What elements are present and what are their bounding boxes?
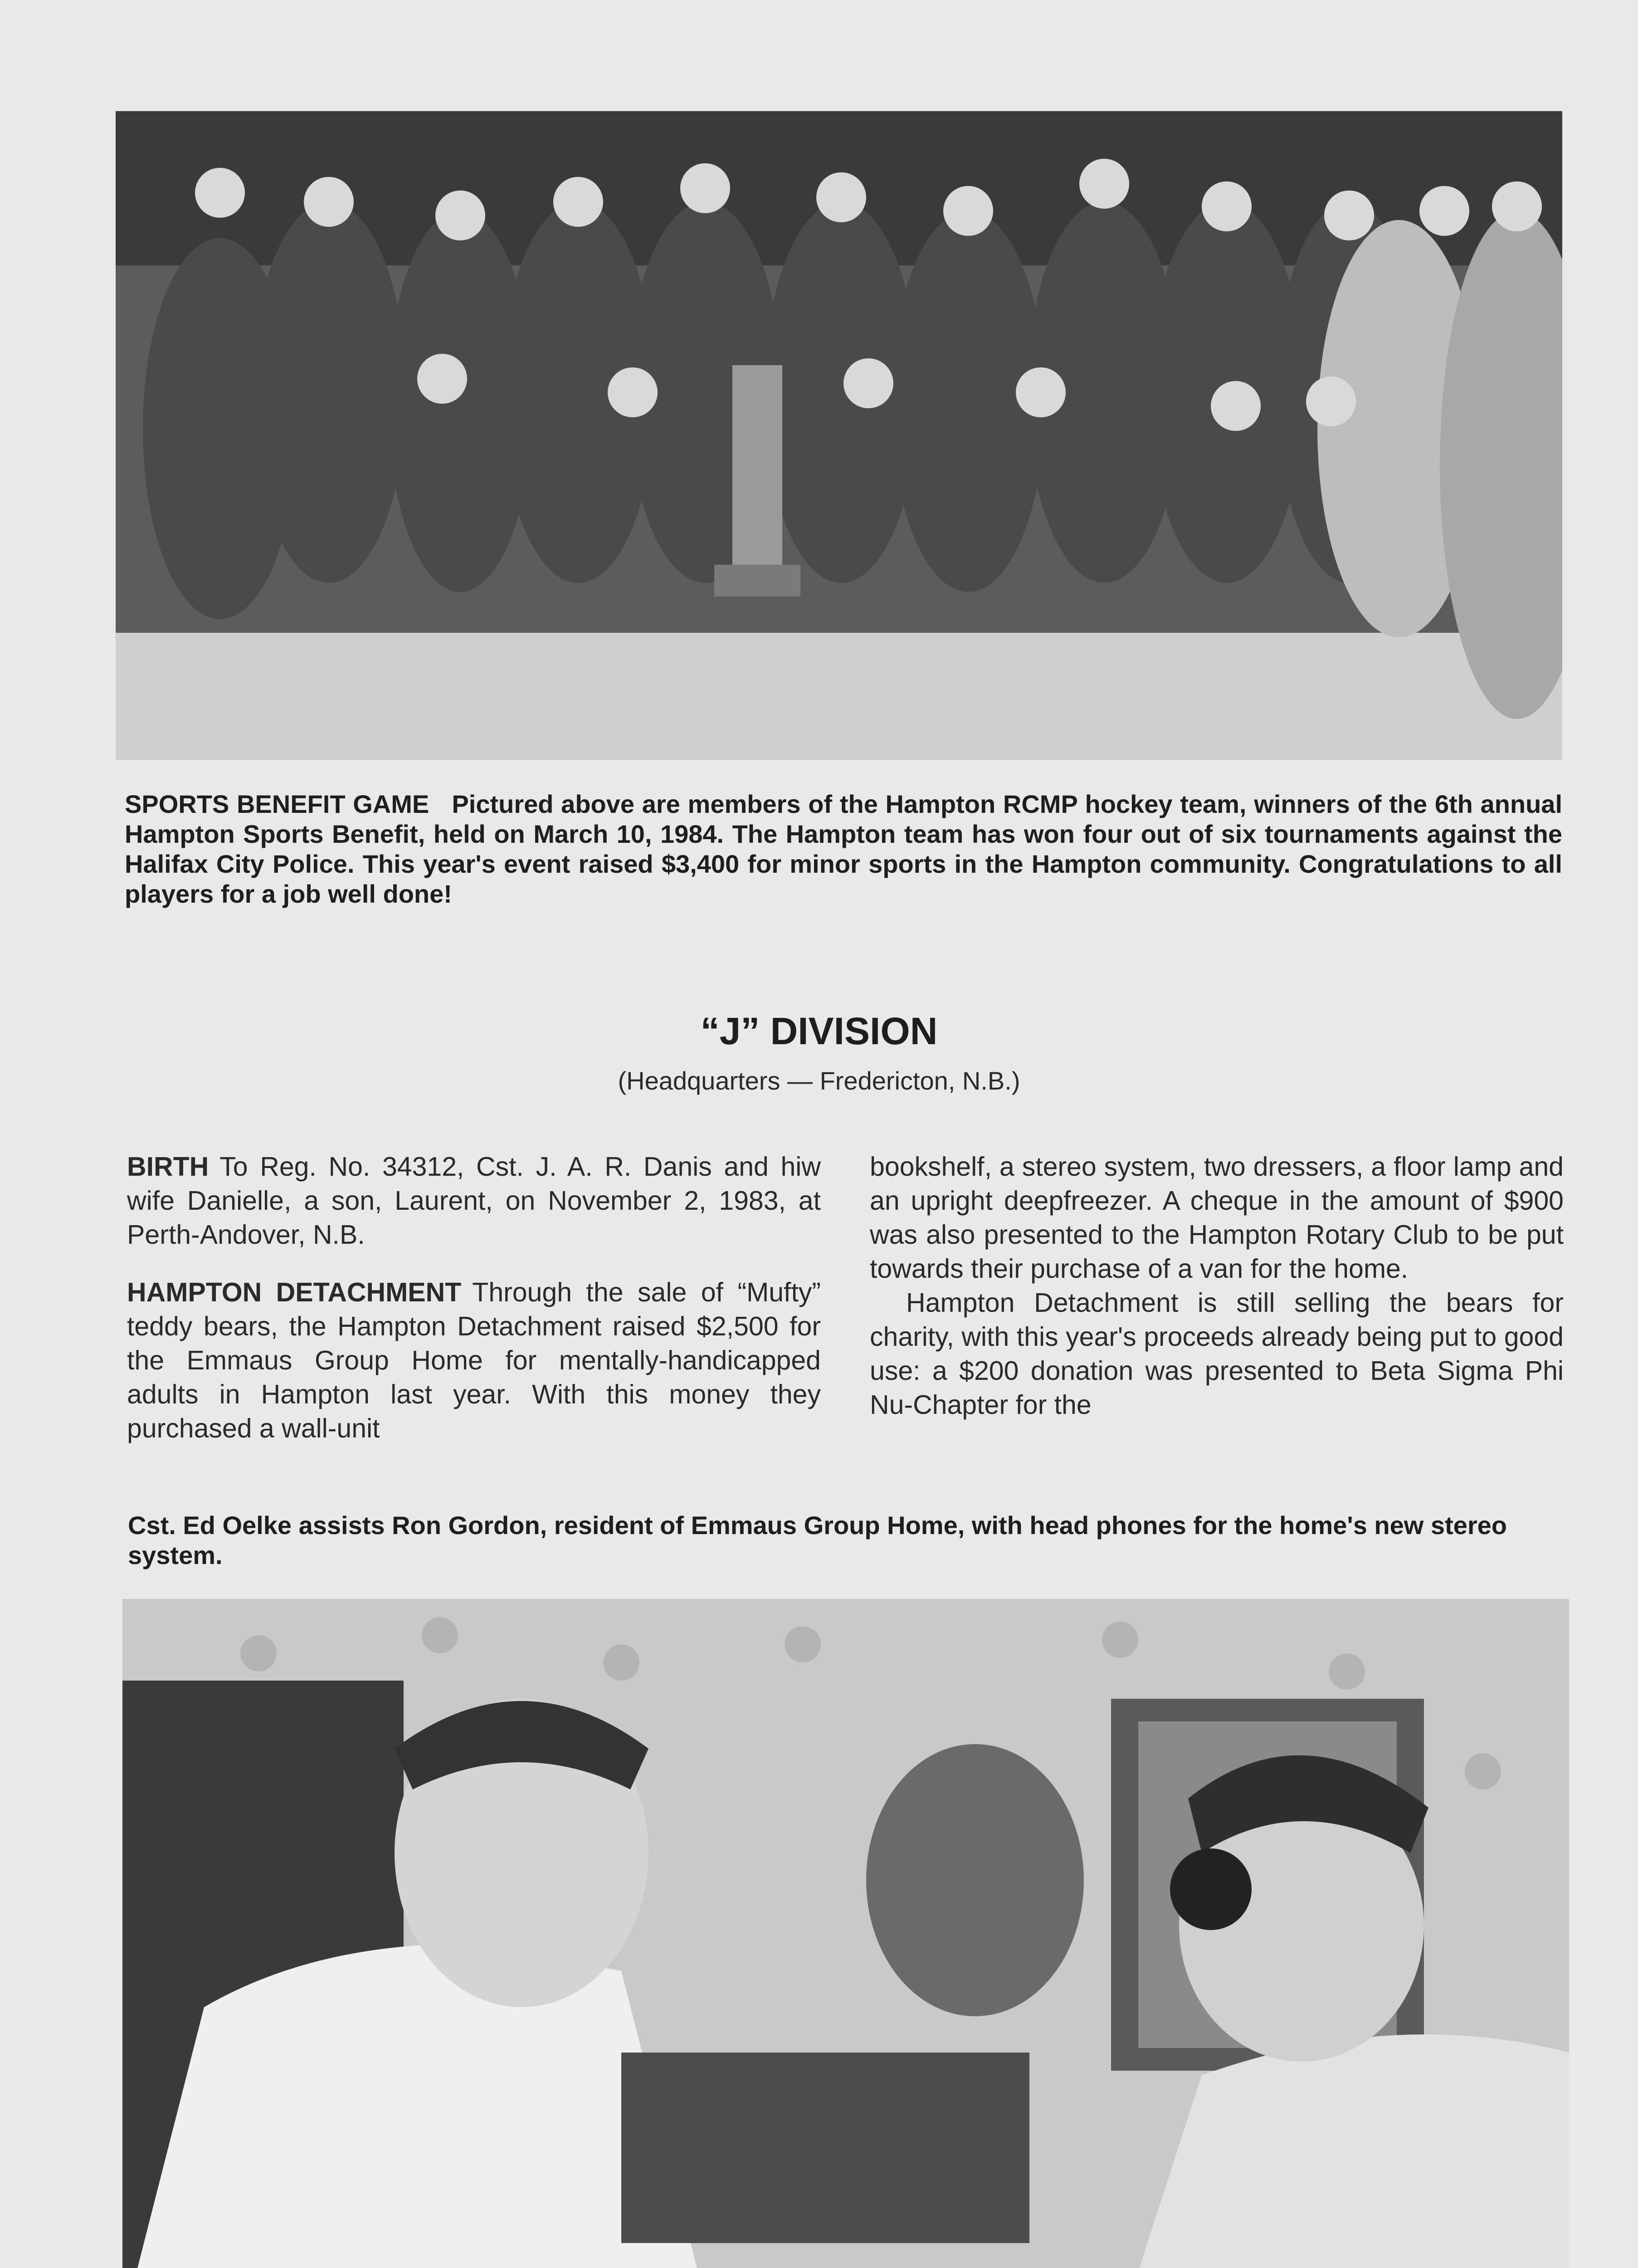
birth-text: To Reg. No. 34312, Cst. J. A. R. Danis and hiw wife Danielle, a son, Laurent, on November 2, 1983, at Perth-Andover, N.B. bbox=[127, 1152, 821, 1250]
left-column bbox=[127, 1150, 821, 1446]
caption-text: Pictured above are members of the Hampton RCMP hockey team, winners of the 6th annual Hampton Sports Benefit, held on March 10, 1984. The Hampton team has won four out of six tournaments against the Halifax City Police. This year's event raised $3,400 for minor sports in the Hampton community. Congratulations to all players for a job well done! bbox=[125, 790, 1563, 908]
birth-heading: BIRTH bbox=[127, 1152, 209, 1182]
hockey-team-photo bbox=[116, 111, 1562, 760]
headphones-photo bbox=[122, 1599, 1569, 2268]
stereo-photo-caption: Cst. Ed Oelke assists Ron Gordon, resident of Emmaus Group Home, with head phones for the home's new stereo system. bbox=[128, 1511, 1507, 1569]
hockey-photo-caption bbox=[125, 789, 1562, 909]
right-paragraph-2: Hampton Detachment is still selling the bears for charity, with this year's proceeds already being put to good use: a $200 donation was presented to Beta Sigma Phi Nu-Chapter for the bbox=[870, 1288, 1564, 1420]
hampton-text: Through the sale of “Mufty” teddy bears, the Hampton Detachment raised $2,500 for the Emmaus Group Home for mentally-handicapped adults in Hampton last year. With this money they purchased a wall-unit bbox=[127, 1277, 821, 1443]
section-subtitle: (Headquarters — Fredericton, N.B.) bbox=[618, 1066, 1020, 1095]
hampton-heading: HAMPTON DETACHMENT bbox=[127, 1277, 462, 1307]
right-paragraph-1: bookshelf, a stereo system, two dressers, a floor lamp and an upright deepfreezer. A cheque in the amount of $900 was also presented to the Hampton Rotary Club to be put towards their purchase of a van for the home. bbox=[870, 1152, 1564, 1284]
section-title: “J” DIVISION bbox=[700, 1010, 938, 1052]
birth-paragraph bbox=[127, 1150, 821, 1252]
caption-lead: SPORTS BENEFIT GAME bbox=[125, 790, 429, 818]
hampton-paragraph bbox=[127, 1276, 821, 1446]
right-column bbox=[870, 1150, 1564, 1422]
